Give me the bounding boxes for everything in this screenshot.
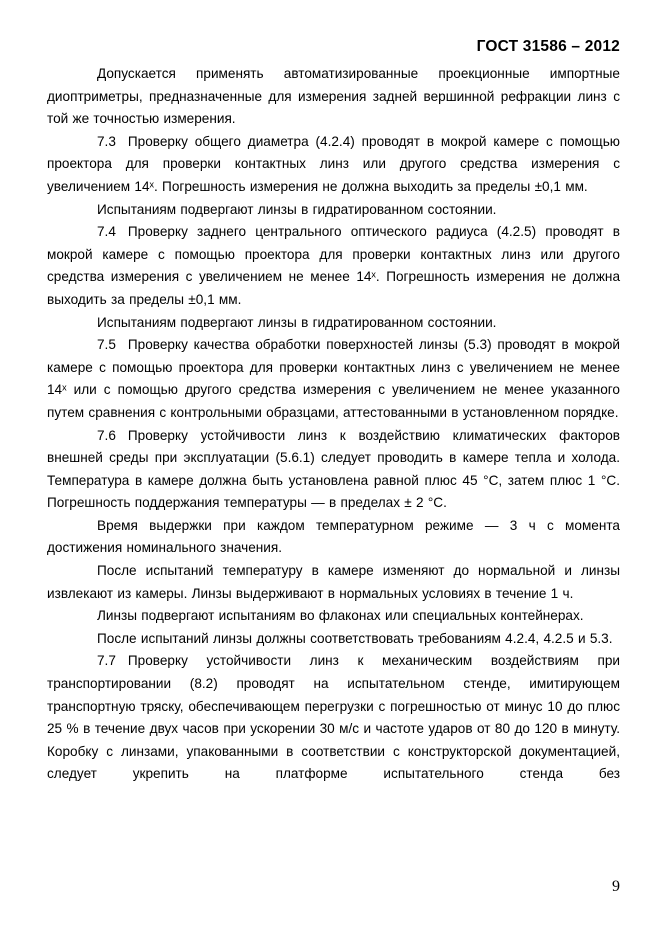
paragraph-7-7 (47, 650, 620, 786)
paragraph-text: Проверку качества обработки поверхностей линзы (5.3) проводят в мокрой камере с помощью проектора для проверки контактных линз с увеличением не менее 14ˣ или с помощью другого средства измерения с увеличением не менее указанного путем сравнения с контрольными образцами, аттестованными в установленном порядке. (47, 337, 620, 420)
paragraph (47, 63, 620, 131)
paragraph-text: Допускается применять автоматизированные проекционные импортные диоптриметры, предназначенные для измерения задней вершинной рефракции линз с той же точностью измерения. (47, 66, 620, 127)
paragraph (47, 312, 620, 335)
paragraph-text: Линзы подвергают испытаниям во флаконах или специальных контейнерах. (97, 608, 584, 624)
paragraph-7-6 (47, 425, 620, 515)
paragraph-text: Испытаниям подвергают линзы в гидратированном состоянии. (97, 314, 497, 330)
page-number: 9 (612, 878, 620, 895)
paragraph-7-3 (47, 131, 620, 199)
paragraph-text: После испытаний температуру в камере изменяют до нормальной и линзы извлекают из камеры. Линзы выдерживают в нормальных условиях в течение 1 ч. (47, 563, 620, 601)
paragraph-text: Проверку устойчивости линз к механическим воздействиям при транспортировании (8.2) проводят на испытательном стенде, имитирующем транспортную тряску, обеспечивающем перегрузки с погрешностью от минус 10 до плюс 25 % в течение двух часов при ускорении 30 м/с и частоте ударов от 80 до 120 в минуту. Коробку с линзами, упакованными в соответствии с конструкторской документацией, следует укрепить на платформе испытательного стенда без (47, 653, 620, 782)
paragraph-text: Время выдержки при каждом температурном режиме — 3 ч с момента достижения номинального значения. (47, 517, 620, 556)
paragraph-text: После испытаний линзы должны соответствовать требованиям 4.2.4, 4.2.5 и 5.3. (97, 630, 613, 646)
paragraph-text: Проверку общего диаметра (4.2.4) проводят в мокрой камере с помощью проектора для проверки контактных линз или другого средства измерения с увеличением 14ˣ. Погрешность измерения не должна выходить за пределы ±0,1 мм. (47, 133, 620, 194)
section-number: 7.6 (97, 427, 116, 443)
paragraph-7-4 (47, 221, 620, 311)
section-number: 7.4 (97, 224, 116, 240)
paragraph (47, 628, 620, 651)
paragraph (47, 515, 620, 560)
paragraph-text: Испытаниям подвергают линзы в гидратированном состоянии. (97, 201, 497, 217)
section-number: 7.5 (97, 337, 116, 353)
paragraph (47, 199, 620, 222)
paragraph (47, 560, 620, 605)
document-body (47, 63, 620, 786)
section-number: 7.3 (97, 133, 116, 149)
paragraph (47, 605, 620, 628)
section-number: 7.7 (97, 653, 116, 669)
paragraph-text: Проверку устойчивости линз к воздействию климатических факторов внешней среды при эксплуатации (5.6.1) следует проводить в камере тепла и холода. Температура в камере должна быть установлена равной плюс 45 °С, затем плюс 1 °С. Погрешность поддержания температуры — в пределах ± 2 °С. (47, 427, 620, 511)
paragraph-text: Проверку заднего центрального оптического радиуса (4.2.5) проводят в мокрой камере с помощью проектора для проверки контактных линз или другого средства измерения с увеличением не менее 14ˣ. Погрешность измерения не должна выходить за пределы ±0,1 мм. (47, 224, 620, 307)
document-header-title: ГОСТ 31586 – 2012 (476, 38, 620, 55)
paragraph-7-5 (47, 334, 620, 424)
